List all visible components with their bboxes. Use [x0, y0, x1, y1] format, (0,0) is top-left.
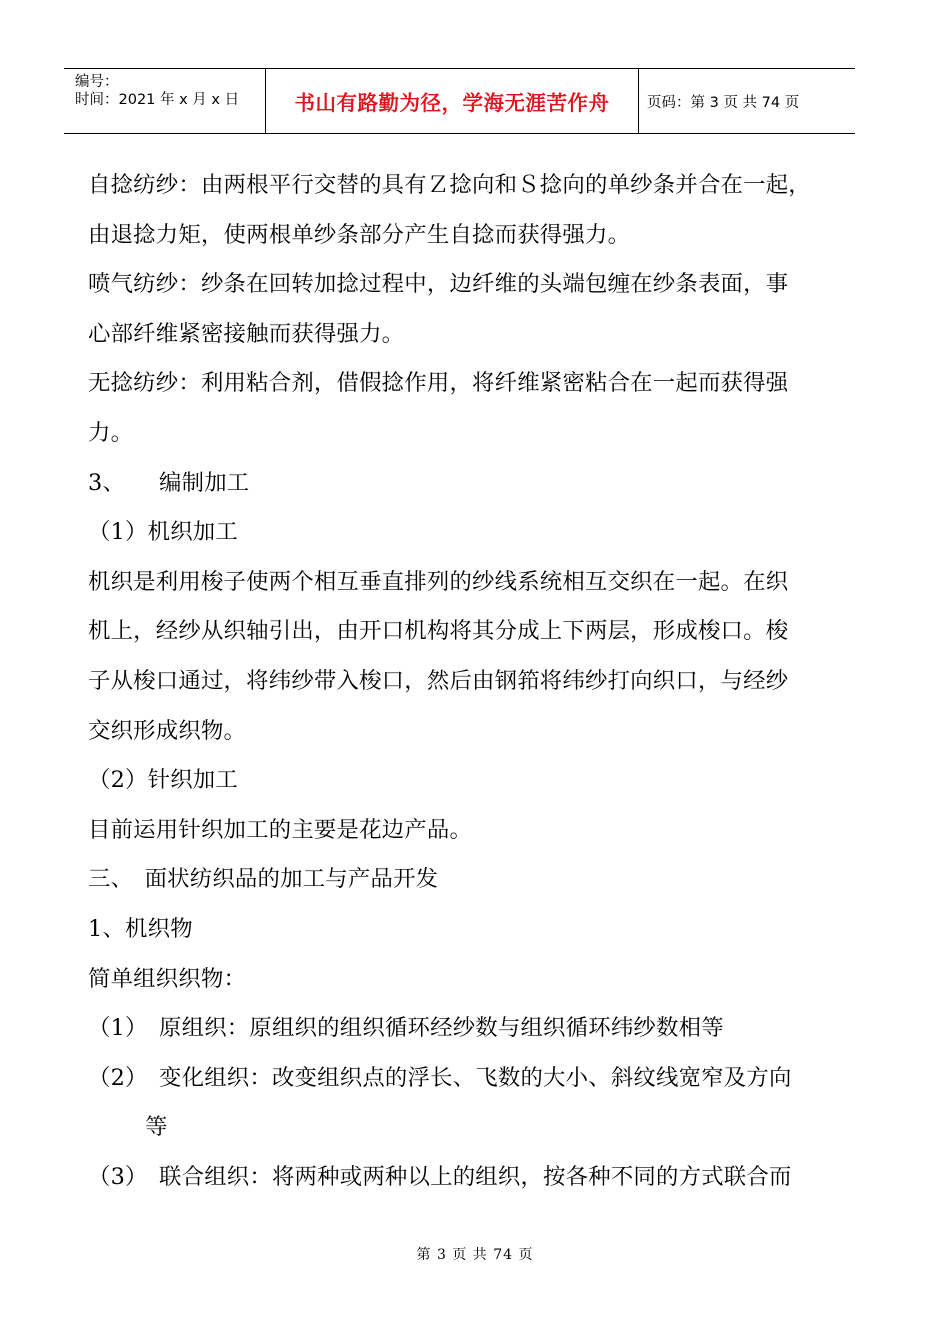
- list-item: （3） 联合组织：将两种或两种以上的组织，按各种不同的方式联合而: [88, 1163, 792, 1190]
- body-line: 机织是利用梭子使两个相互垂直排列的纱线系统相互交织在一起。在织: [88, 568, 789, 595]
- header-meta: [64, 69, 266, 133]
- subsection-heading: （1）机织加工: [88, 519, 238, 546]
- document-number-label: 编号：: [75, 74, 119, 90]
- document-body: [88, 161, 838, 1202]
- list-item: （1） 原组织：原组织的组织循环经纱数与组织循环纬纱数相等: [88, 1015, 724, 1042]
- document-time-label: 时间：2021 年 x 月 x 日: [75, 92, 240, 108]
- page-footer: 第 3 页 共 74 页: [416, 1247, 534, 1263]
- body-line: 子从梭口通过，将纬纱带入梭口，然后由钢筘将纬纱打向织口，与经纱: [88, 667, 789, 694]
- header-page-info: 页码：第 3 页 共 74 页: [647, 94, 800, 111]
- section-heading: 三、 面状纺织品的加工与产品开发: [88, 866, 439, 893]
- list-item-continuation: 等: [145, 1114, 168, 1141]
- subsection-heading: （2）针织加工: [88, 767, 238, 794]
- body-line: 简单组织织物：: [88, 965, 247, 992]
- page-header: [64, 68, 855, 134]
- list-item: （2） 变化组织：改变组织点的浮长、飞数的大小、斜纹线宽窄及方向: [88, 1064, 792, 1091]
- section-heading: 3、 编制加工: [88, 469, 250, 496]
- body-line: 喷气纺纱：纱条在回转加捻过程中，边纤维的头端包缠在纱条表面，事: [88, 271, 789, 298]
- body-line: 交织形成织物。: [88, 717, 247, 744]
- body-line: 机上，经纱从织轴引出，由开口机构将其分成上下两层，形成梭口。梭: [88, 618, 789, 645]
- body-line: 力。: [88, 419, 134, 446]
- body-line: 目前运用针织加工的主要是花边产品。: [88, 816, 473, 843]
- body-line: 自捻纺纱：由两根平行交替的具有Ｚ捻向和Ｓ捻向的单纱条并合在一起，: [88, 172, 811, 198]
- body-line: 无捻纺纱：利用粘合剂，借假捻作用，将纤维紧密粘合在一起而获得强: [88, 370, 789, 397]
- body-line: 由退捻力矩，使两根单纱条部分产生自捻而获得强力。: [88, 221, 631, 248]
- header-motto: 书山有路勤为径，学海无涯苦作舟: [266, 69, 639, 133]
- subsection-heading: 1、机织物: [88, 915, 193, 942]
- body-line: 心部纤维紧密接触而获得强力。: [88, 320, 405, 347]
